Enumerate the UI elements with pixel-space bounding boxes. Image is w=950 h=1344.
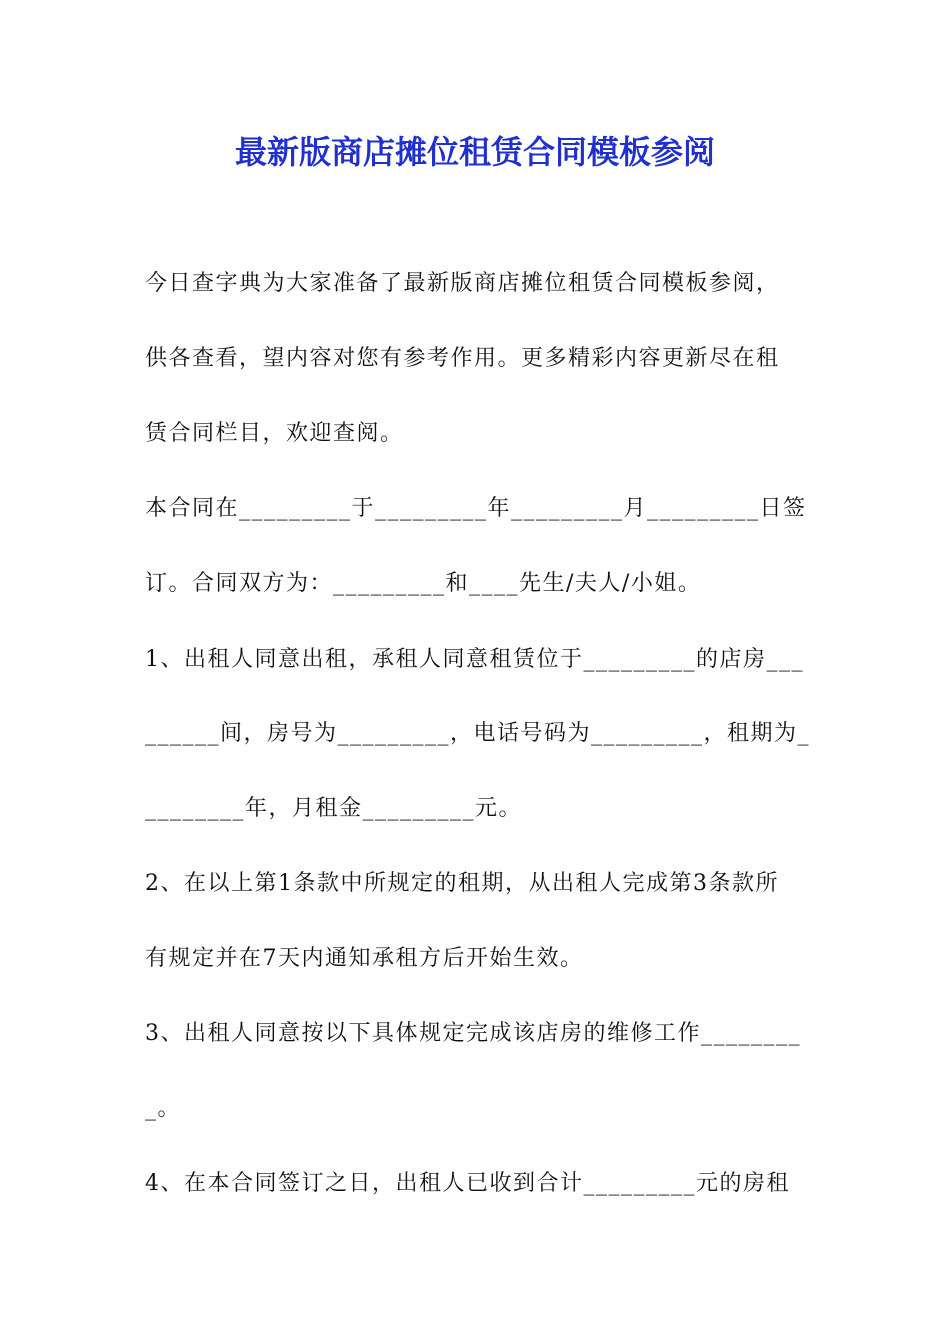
clause-2-line: 2、在以上第1条款中所规定的租期，从出租人完成第3条款所	[145, 871, 779, 896]
paragraph-line: 今日查字典为大家准备了最新版商店摊位租赁合同模板参阅，	[145, 271, 780, 296]
clause-1-line: 1、出租人同意出租，承租人同意租赁位于_________的店房___	[145, 647, 804, 672]
clause-1-line: ________年，月租金_________元。	[145, 796, 523, 821]
document-title: 最新版商店摊位租赁合同模板参阅	[234, 133, 715, 171]
paragraph-line: 订。合同双方为：_________和____先生/夫人/小姐。	[145, 571, 702, 596]
paragraph-line: 供各查看，望内容对您有参考作用。更多精彩内容更新尽在租	[145, 346, 780, 371]
paragraph-line: 本合同在_________于_________年_________月_________日签	[145, 496, 807, 521]
paragraph-line: 赁合同栏目，欢迎查阅。	[145, 421, 404, 446]
clause-4-line: 4、在本合同签订之日，出租人已收到合计_________元的房租	[145, 1171, 790, 1196]
clause-2-line: 有规定并在7天内通知承租方后开始生效。	[145, 946, 584, 971]
clause-3-line: 3、出租人同意按以下具体规定完成该店房的维修工作________	[145, 1021, 801, 1046]
clause-1-line: ______间，房号为_________，电话号码为_________，租期为_	[145, 721, 810, 746]
clause-3-line: _。	[145, 1096, 182, 1121]
